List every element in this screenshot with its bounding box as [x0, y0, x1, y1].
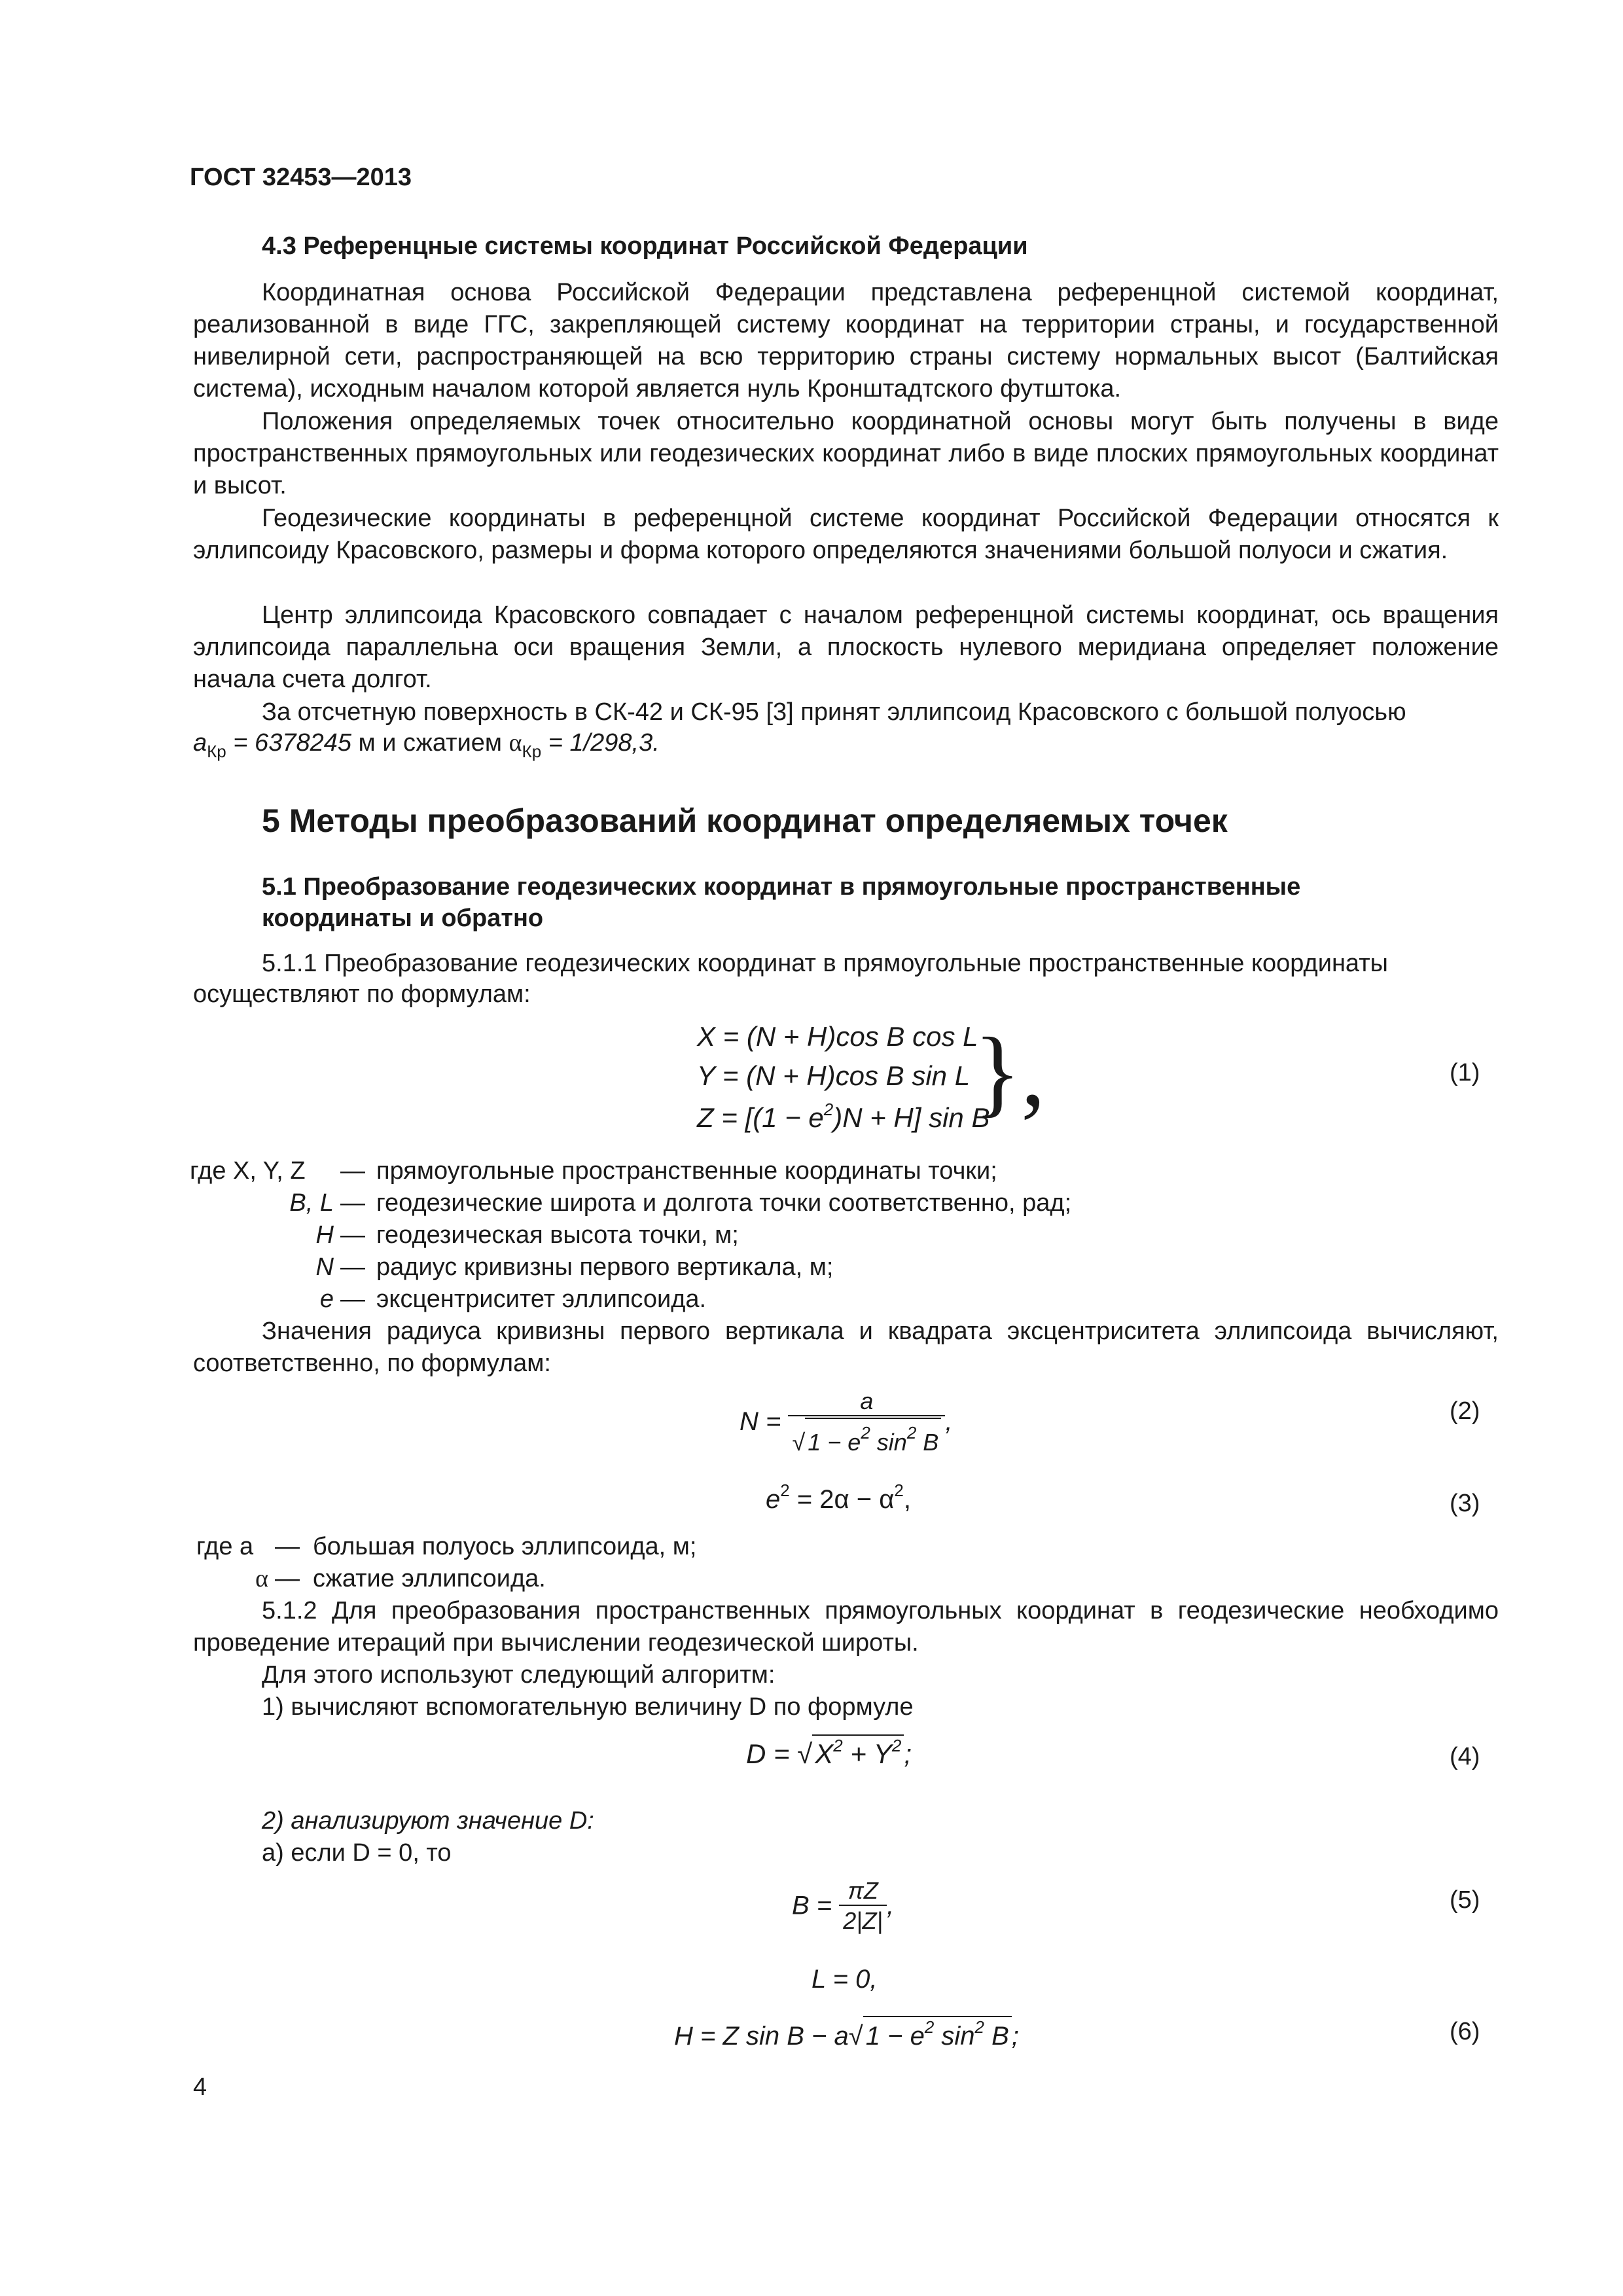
- formula-2: N = $\frac{a}{√ 1 - e^2 \sin^2 B}$ ,: [740, 1388, 953, 1456]
- algorithm-step-2a: а) если D = 0, то: [262, 1839, 452, 1867]
- section-4-3-heading: 4.3 Референцные системы координат Российской Федерации: [262, 232, 1028, 260]
- flattening-value: = 1/298,3.: [541, 729, 660, 757]
- paragraph-5-1-2: 5.1.2 Для преобразования пространственных прямоугольных координат в геодезические необходимо проведение итераций при вычислении геодезической широты.: [193, 1597, 1499, 1657]
- equation-number-3: (3): [1450, 1490, 1480, 1517]
- document-header: ГОСТ 32453—2013: [190, 164, 412, 191]
- formula-4: $D = √X^2 + Y^2$;: [746, 1736, 912, 1769]
- flattening-symbol: α: [508, 729, 522, 757]
- document-page: ГОСТ 32453—2013 4.3 Референцные системы координат Российской Федерации Координатная основа Российской Федерации представлена референцной системой координат, реализованной в виде ГГС, закрепляющей систему координат на территории страны, и государственной нивелирной сети, распространяющей на всю территорию страны систему нормальных высот (Балтийская система), исходным началом которой является нуль Кронштадтского футштока. Положения определяемых точек относительно координатной основы могут быть получены в виде пространственных прямоугольных или геодезических координат либо в виде плоских прямоугольных координат и высот. Геодезические координаты в референцной системе координат Российской Федерации относятся к эллипсоиду Красовского, размеры и форма которого определяются значениями большой полуоси и сжатия. Центр эллипсоида Красовского совпадает с началом референцной системы координат, ось вращения эллипсоида параллельна оси вращения Земли, а плоскость нулевого меридиана определяет положение начала счета долгот. За отсчетную поверхность в СК-42 и СК-95 [3] принят эллипсоид Красовского с большой полуосью $a_{Кр} = 6378245$ м и сжатием $\alpha_{Кр} = 1/298,3$. 5 Методы преобразований координат определяемых точек 5.1 Преобразование геодезических координат в прямоугольные пространственные координаты и обратно 5.1.1 Преобразование геодезических координат в прямоугольные пространственные координаты осуществляют по формулам: X = (N + H)cos B cos L Y = (N + H)cos B sin L $Z = [(1 - e^2)N + H]$ sin B }, (1) где X, Y, Z — прямоугольные пространственные координаты точки; B, L — геодезические широта и долгота точки соответственно, рад; H — геодезическая высота точки, м; N — радиус кривизны первого вертикала, м; e — эксцентриситет эллипсоида. Значения радиуса кривизны первого вертикала и квадрата эксцентриситета эллипсоида вычисляют, соответственно, по формулам: N = $\frac{a}{√ 1 - e^2 \sin^2 B}$ , (2) $e^2 = 2\alpha - \alpha^2$, (3) где a — большая полуось эллипсоида, м; α — сжатие эллипсоида. 5.1.2 Для преобразования пространственных прямоугольных координат в геодезические необходимо проведение итераций при вычислении геодезической широты. Для этого используют следующий алгоритм: 1) вычисляют вспомогательную величину D по формуле $D = √X^2 + Y^2$; (4) 2) анализируют значение D: а) если D = 0, то B = $\frac{\pi Z}{2|Z|}$ , (5) L = 0, H = Z sin B − a√ $1 - e^2$ $\sin^2 B$ ; (6) 4: [0, 0, 1623, 2296]
- section-5-1-heading-line2: координаты и обратно: [262, 905, 544, 932]
- paragraph-5-1-1-line2: осуществляют по формулам:: [193, 980, 531, 1008]
- formula-1-z: $Z = [(1 - e^2)N + H]$ sin B: [697, 1100, 990, 1133]
- paragraph-4-3-5-line1: За отсчетную поверхность в СК-42 и СК-95 [3] принят эллипсоид Красовского с большой полуосью: [262, 698, 1406, 726]
- algorithm-step-1: 1) вычисляют вспомогательную величину D по формуле: [262, 1693, 914, 1721]
- formula-1-x: X = (N + H)cos B cos L: [697, 1021, 978, 1052]
- semi-axis-symbol: a: [193, 729, 207, 757]
- semi-axis-value: = 6378245: [226, 729, 351, 757]
- formula-1-brace: },: [974, 1018, 1046, 1126]
- formula-6: H = Z sin B − a√ $1 - e^2$ $\sin^2 B$ ;: [674, 2017, 1019, 2051]
- formula-3: $e^2 = 2\alpha - \alpha^2$,: [766, 1480, 911, 1514]
- equation-number-5: (5): [1450, 1886, 1480, 1914]
- paragraph-4-3-4: Центр эллипсоида Красовского совпадает с началом референцной системы координат, ось вращения эллипсоида параллельна оси вращения Земли, а плоскость нулевого меридиана определяет положение начала счета долгот.: [193, 601, 1499, 693]
- paragraph-4-3-2: Положения определяемых точек относительно координатной основы могут быть получены в виде пространственных прямоугольных или геодезических координат либо в виде плоских прямоугольных координат и высот.: [193, 408, 1499, 499]
- paragraph-values: Значения радиуса кривизны первого вертикала и квадрата эксцентриситета эллипсоида вычисляют, соответственно, по формулам:: [193, 1318, 1499, 1377]
- formula-5: B = $\frac{\pi Z}{2|Z|}$ ,: [792, 1877, 895, 1934]
- formula-L: L = 0,: [812, 1965, 878, 1994]
- page-number: 4: [193, 2073, 207, 2101]
- section-5-heading: 5 Методы преобразований координат определяемых точек: [262, 802, 1228, 839]
- algorithm-intro: Для этого используют следующий алгоритм:: [262, 1661, 776, 1689]
- section-5-1-heading-line1: 5.1 Преобразование геодезических координат в прямоугольные пространственные: [262, 873, 1301, 901]
- formula-1-y: Y = (N + H)cos B sin L: [697, 1060, 971, 1091]
- paragraph-4-3-3: Геодезические координаты в референцной системе координат Российской Федерации относятся к эллипсоиду Красовского, размеры и форма которого определяются значениями большой полуоси и сжатия.: [193, 505, 1499, 564]
- paragraph-5-1-1-line1: 5.1.1 Преобразование геодезических координат в прямоугольные пространственные координаты: [262, 950, 1388, 977]
- equation-number-4: (4): [1450, 1743, 1480, 1770]
- algorithm-step-2: 2) анализируют значение D:: [262, 1807, 594, 1835]
- equation-number-1: (1): [1450, 1059, 1480, 1086]
- equation-number-2: (2): [1450, 1397, 1480, 1425]
- paragraph-4-3-5-line2: $a_{Кр} = 6378245$ м и сжатием $\alpha_{Кр} = 1/298,3$.: [193, 729, 660, 761]
- paragraph-4-3-1: Координатная основа Российской Федерации представлена референцной системой координат, реализованной в виде ГГС, закрепляющей систему координат на территории страны, и государственной нивелирной сети, распространяющей на всю территорию страны систему нормальных высот (Балтийская система), исходным началом которой является нуль Кронштадтского футштока.: [193, 279, 1499, 403]
- equation-number-6: (6): [1450, 2018, 1480, 2045]
